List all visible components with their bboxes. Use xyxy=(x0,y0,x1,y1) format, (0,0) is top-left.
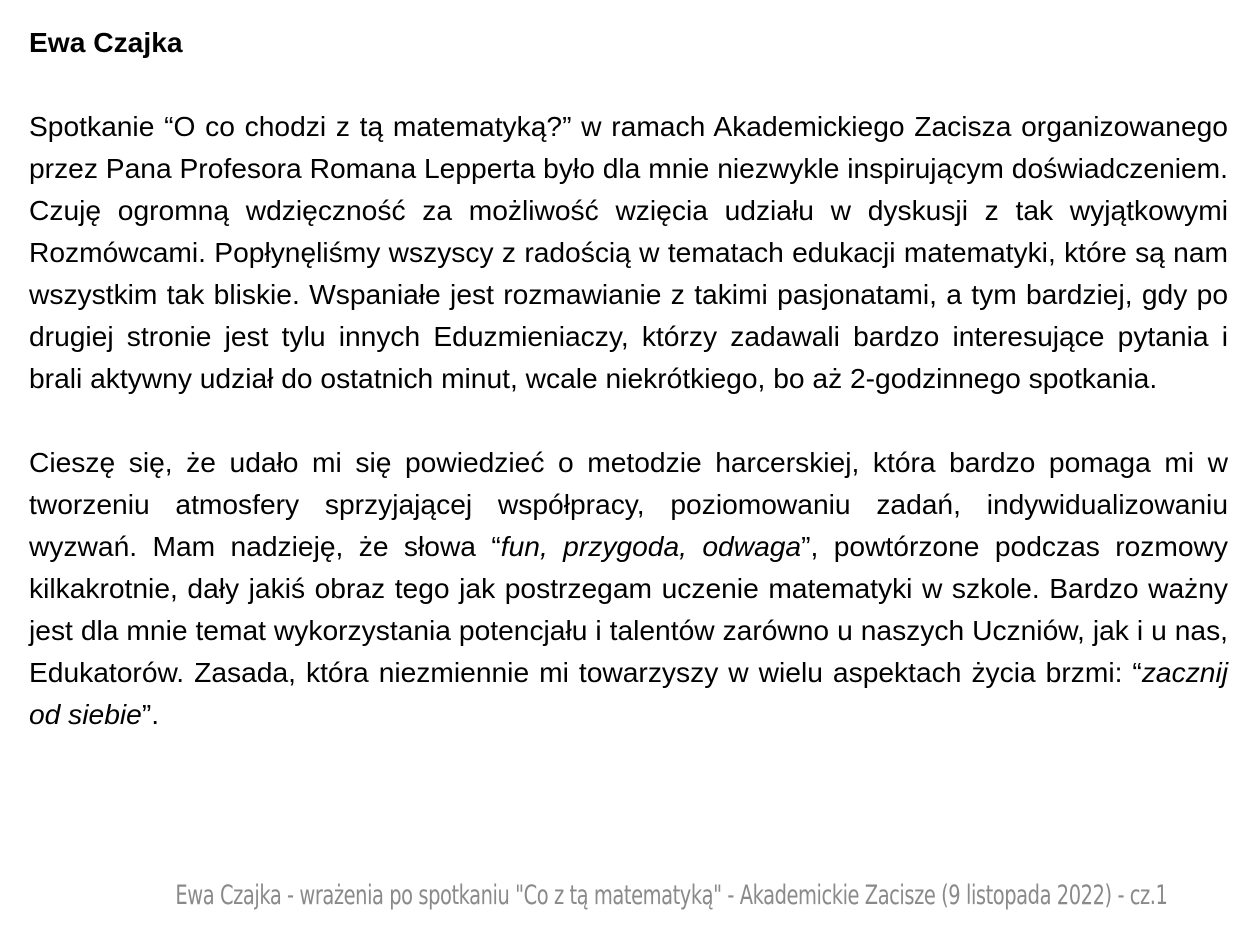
italic-quote-start-with-yourself: zacznij od siebie xyxy=(29,656,1228,730)
footer-caption: Ewa Czajka - wrażenia po spotkaniu "Co z tą matematyką" - Akademickie Zacisze (9 listopada 2022) - cz.1 xyxy=(175,880,1168,911)
paragraph-scout-method xyxy=(29,441,1228,735)
paragraph-meeting-impressions: Spotkanie “O co chodzi z tą matematyką?” w ramach Akademickiego Zacisza organizowanego przez Pana Profesora Romana Lepperta było dla mnie niezwykle inspirującym doświadczeniem. Czuję ogromną wdzięczność za możliwość wzięcia udziału w dyskusji z tak wyjątkowymi Rozmówcami. Popłynęliśmy wszyscy z radością w tematach edukacji matematyki, które są nam wszystkim tak bliskie. Wspaniałe jest rozmawianie z takimi pasjonatami, a tym bardziej, gdy po drugiej stronie jest tylu innych Eduzmieniaczy, którzy zadawali bardzo interesujące pytania i brali aktywny udział do ostatnich minut, wcale niekrótkiego, bo aż 2-godzinnego spotkania. xyxy=(29,110,1228,394)
author-name: Ewa Czajka xyxy=(29,26,183,58)
document-body xyxy=(29,21,1228,735)
paragraph-text-part-2: ”, powtórzone podczas rozmowy kilkakrotnie, dały jakiś obraz tego jak postrzegam uczenie matematyki w szkole. Bardzo ważny jest dla mnie temat wykorzystania potencjału i talentów zarówno u naszych Uczniów, jak i u nas, Edukatorów. Zasada, która niezmiennie mi towarzyszy w wielu aspektach życia brzmi: “ xyxy=(29,530,1228,688)
italic-quote-fun-adventure-courage: fun, przygoda, odwaga xyxy=(500,530,802,562)
paragraph-text-part-3: ”. xyxy=(141,698,160,730)
paragraph-text-part-1: Cieszę się, że udało mi się powiedzieć o metodzie harcerskiej, która bardzo pomaga mi w tworzeniu atmosfery sprzyjającej współpracy, poziomowaniu zadań, indywidualizowaniu wyzwań. Mam nadzieję, że słowa “ xyxy=(29,446,1228,562)
